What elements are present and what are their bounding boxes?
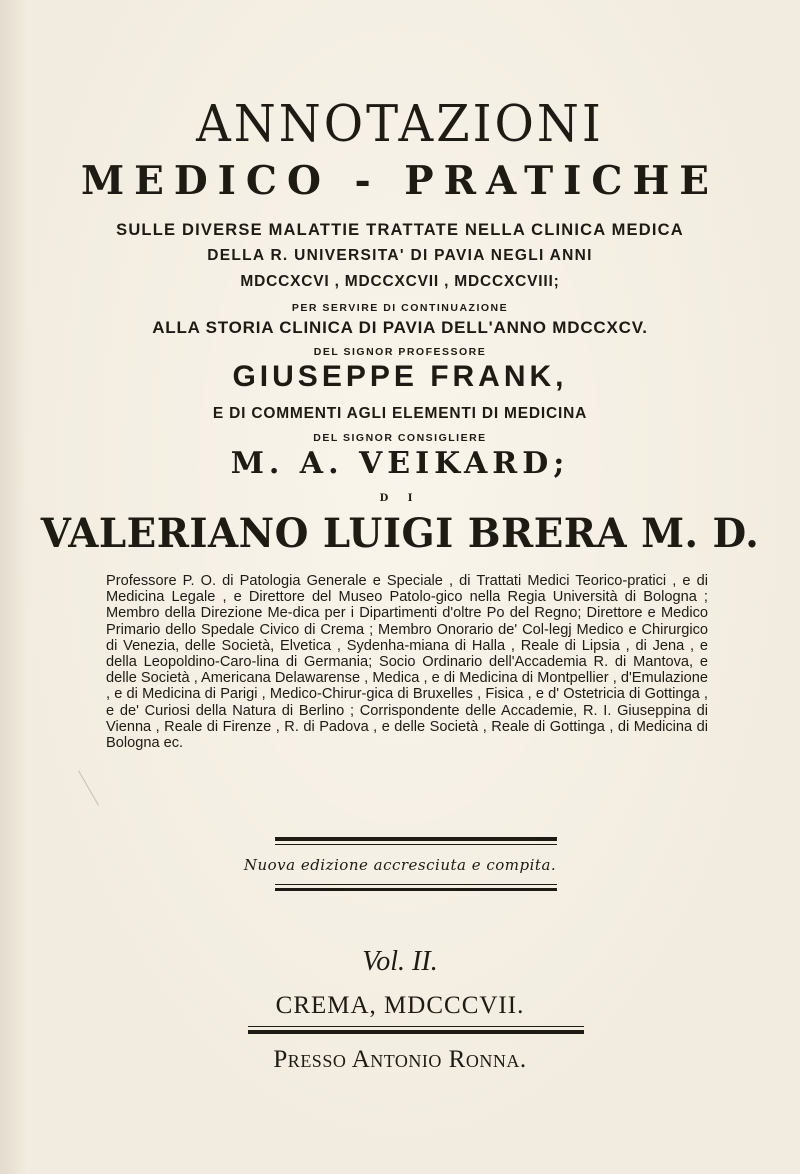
volume-label: Vol. II. [362, 946, 438, 977]
rule-thin [275, 844, 557, 845]
rule-thick [248, 1030, 584, 1034]
header-line-9: DEL SIGNOR CONSIGLIERE [313, 432, 487, 444]
author-biography: Professore P. O. di Patologia Generale e Speciale , di Trattati Medici Teorico-pratici , e di Medicina Legale , e Direttore del Museo Patolo-gico nella Regia Università di Bologna ; Membro della Direzione Me-dica per i Dipartimenti d'oltre Po del Regno; Direttore e Medico Primario dello Spedale Civico di Crema ; Membro Onorario de' Col-legj Medico e Chirurgico di Venezia, delle Società, Elvetica , Sydenha-miana di Halla , Reale di Lipsia , di Jena , e della Leopoldino-Caro-lina di Germania; Socio Ordinario dell'Accademia R. di Mantova, e delle Società , Americana Delawarense , Medica , e di Medicina di Montpellier , d'Emulazione , e di Medicina di Parigi , Medico-Chirur-gica di Bruxelles , Fisica , e d' Ostetricia di Gottinga , e de' Curiosi della Natura di Berlino ; Corrispondente delle Accademie, R. I. Giuseppina di Vienna , Reale di Firenze , R. di Padova , e delle Società , Reale di Gottinga , di Medicina di Bologna ec. [106, 573, 708, 752]
rule-thick [275, 888, 557, 891]
author-veikard: M. A. VEIKARD; [230, 446, 570, 481]
author-brera: VALERIANO LUIGI BRERA M. D. [40, 510, 760, 557]
imprint-place-date: CREMA, MDCCCVII. [275, 992, 525, 1019]
header-line-8: E DI COMMENTI AGLI ELEMENTI DI MEDICINA [212, 405, 588, 422]
main-title: ANNOTAZIONI [196, 94, 604, 154]
header-line-1: SULLE DIVERSE MALATTIE TRATTATE NELLA CLINICA MEDICA [116, 221, 684, 239]
publisher: Presso Antonio Ronna. [273, 1046, 527, 1073]
margin-mark [78, 770, 99, 805]
rule-thin [275, 884, 557, 885]
header-line-3: MDCCXCVI , MDCCXCVII , MDCCXCVIII; [240, 273, 560, 290]
rule-thin [248, 1026, 584, 1027]
di-connector: D I [379, 493, 421, 504]
header-line-6: DEL SIGNOR PROFESSORE [313, 346, 487, 358]
author-frank: GIUSEPPE FRANK, [232, 360, 568, 393]
rule-thick [275, 837, 557, 841]
header-line-2: DELLA R. UNIVERSITA' DI PAVIA NEGLI ANNI [207, 247, 593, 264]
header-line-5: ALLA STORIA CLINICA DI PAVIA DELL'ANNO MDCCXCV. [152, 318, 648, 337]
header-line-4: PER SERVIRE DI CONTINUAZIONE [291, 302, 509, 314]
edition-note: Nuova edizione accresciuta e compita. [243, 856, 557, 874]
subtitle: MEDICO - PRATICHE [80, 158, 720, 204]
